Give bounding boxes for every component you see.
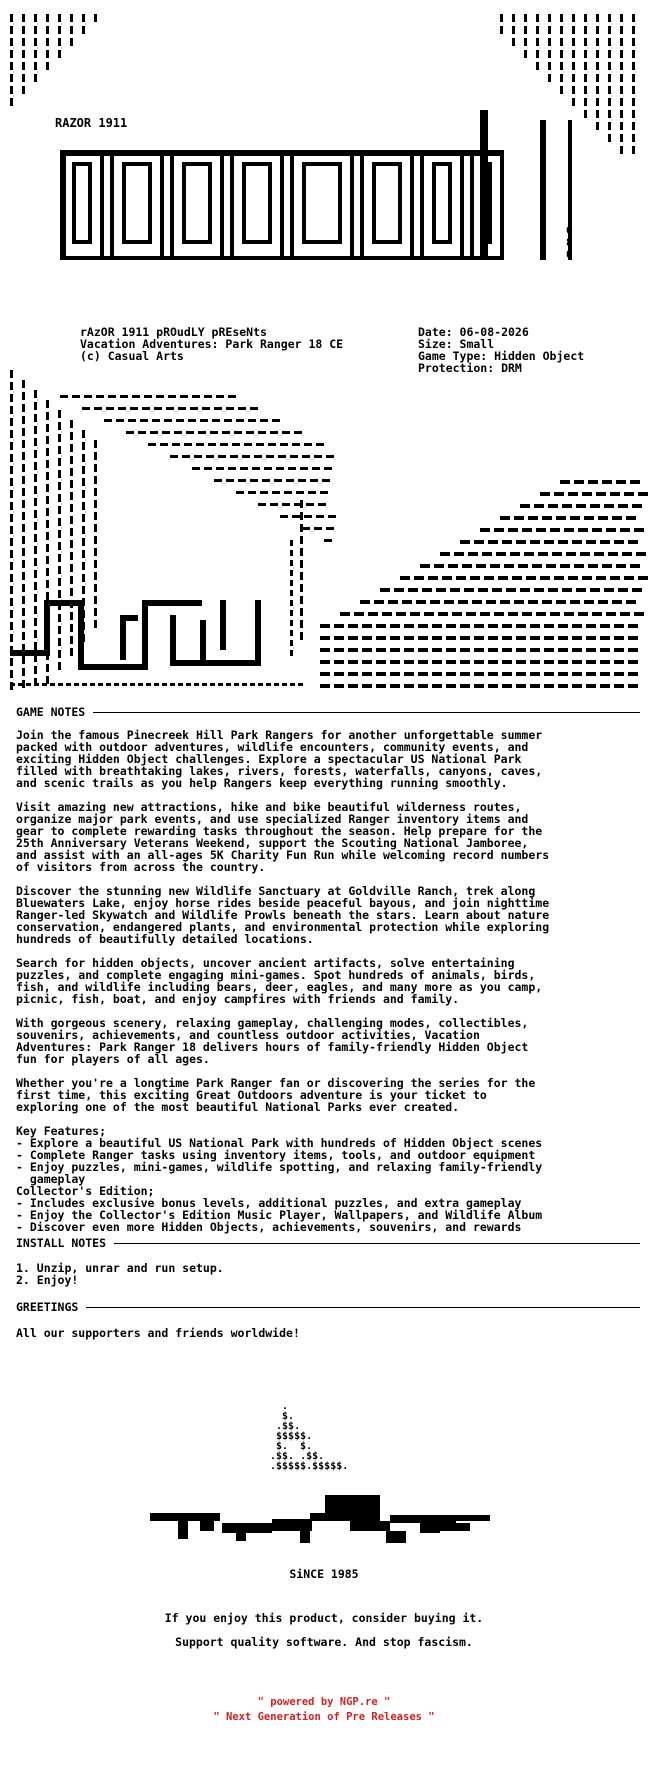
game-name: Vacation Adventures: Park Ranger 18 CE bbox=[80, 337, 344, 351]
game-notes-paragraph: Search for hidden objects, uncover ancient artifacts, solve entertaining puzzles, and complete engaging mini-games. Spot hundreds of animals, birds, fish, and wildlife including bears, deer, eagles, and many more as you camp, picnic, fish, boat, and enjoy campfires with friends and family. bbox=[16, 956, 543, 1006]
dollar-pyramid-art: . $. .$$. $$$$$. $. $. .$$. .$$. .$$$$$.$$$$$. bbox=[270, 1401, 349, 1472]
game-notes-paragraph: Discover the stunning new Wildlife Sanctuary at Goldville Ranch, trek along Bluewaters Lake, enjoy horse rides beside peaceful bayous, and join nighttime Ranger-led Skywatch and Wildlife Prowls beneath the stars. Learn about nature conservation, endangered plants, and environmental protection while exploring hundreds of beautifully detailed locations. bbox=[16, 884, 550, 946]
game-notes-header bbox=[16, 705, 640, 719]
footer-line-2: Support quality software. And stop fascism. bbox=[175, 1635, 473, 1649]
divider bbox=[86, 1307, 640, 1308]
divider bbox=[114, 1243, 640, 1244]
greetings-header bbox=[16, 1300, 640, 1314]
game-notes-paragraph: Join the famous Pinecreek Hill Park Rangers for another unforgettable summer packed with outdoor adventures, wildlife encounters, community events, and exciting Hidden Object challenges. Explore a spectacular US National Park filled with breathtaking lakes, rivers, forests, waterfalls, canyons, caves, and scenic trails as you help Rangers keep everything running smoothly. bbox=[16, 728, 543, 790]
side-tag: G 8 0 bbox=[566, 224, 573, 261]
key-features-list: Key Features; - Explore a beautiful US National Park with hundreds of Hidden Object scenes - Complete Ranger tasks using inventory items, tools, and outdoor equipment - Enjoy puzzles, mini-games, wildlife spotting, and relaxing family-friendly gameplay bbox=[16, 1124, 543, 1186]
release-size: Size: Small bbox=[418, 337, 495, 351]
game-notes-paragraph: With gorgeous scenery, relaxing gameplay, challenging modes, collectibles, souvenirs, achievements, and countless outdoor activities, Vacation Adventures: Park Ranger 18 delivers hours of family-friendly Hidden Object fun for players of all ages. bbox=[16, 1016, 529, 1066]
release-date: Date: 06-08-2026 bbox=[418, 325, 529, 339]
greetings-title: GREETINGS bbox=[16, 1300, 79, 1314]
powered-by-link[interactable]: " powered by NGP.re " bbox=[257, 1696, 391, 1708]
game-type: Game Type: Hidden Object bbox=[418, 349, 585, 363]
razor-block-logo bbox=[150, 1495, 495, 1547]
since-label: SiNCE 1985 bbox=[289, 1567, 359, 1581]
publisher: (c) Casual Arts bbox=[80, 349, 184, 363]
install-notes-title: INSTALL NOTES bbox=[16, 1236, 107, 1250]
install-steps: 1. Unzip, unrar and run setup. 2. Enjoy! bbox=[16, 1261, 224, 1287]
game-notes-title: GAME NOTES bbox=[16, 705, 86, 719]
group-label: RAZOR 1911 bbox=[55, 116, 128, 130]
greetings-text: All our supporters and friends worldwide! bbox=[16, 1326, 300, 1340]
game-notes-paragraph: Visit amazing new attractions, hike and bike beautiful wilderness routes, organize major park events, and use specialized Ranger inventory items and gear to complete rewarding tasks throughout the season. Help prepare for the 25th Anniversary Veterans Weekend, support the Scouting National Jamboree, and assist with an all-ages 5K Charity Fun Run while welcoming record numbers of visitors from across the country. bbox=[16, 800, 550, 874]
release-title-line: rAzOR 1911 pROudLY pREseNts bbox=[80, 325, 267, 339]
release-info-left bbox=[80, 326, 343, 362]
collectors-edition-list: Collector's Edition; - Includes exclusive bonus levels, additional puzzles, and extra gameplay - Enjoy the Collector's Edition Music Player, Wallpapers, and Wildlife Album - Discover even more Hidden Objects, achievements, souvenirs, and rewards bbox=[16, 1184, 543, 1234]
install-notes-header bbox=[16, 1236, 640, 1250]
game-notes-paragraph: Whether you're a longtime Park Ranger fan or discovering the series for the first time, this exciting Great Outdoors adventure is your ticket to exploring one of the most beautiful National Parks ever created. bbox=[16, 1076, 536, 1114]
release-info-right bbox=[418, 326, 584, 374]
protection: Protection: DRM bbox=[418, 361, 522, 375]
divider bbox=[93, 712, 640, 713]
footer-line-1: If you enjoy this product, consider buying it. bbox=[164, 1611, 484, 1625]
tagline: " Next Generation of Pre Releases " bbox=[213, 1711, 435, 1723]
